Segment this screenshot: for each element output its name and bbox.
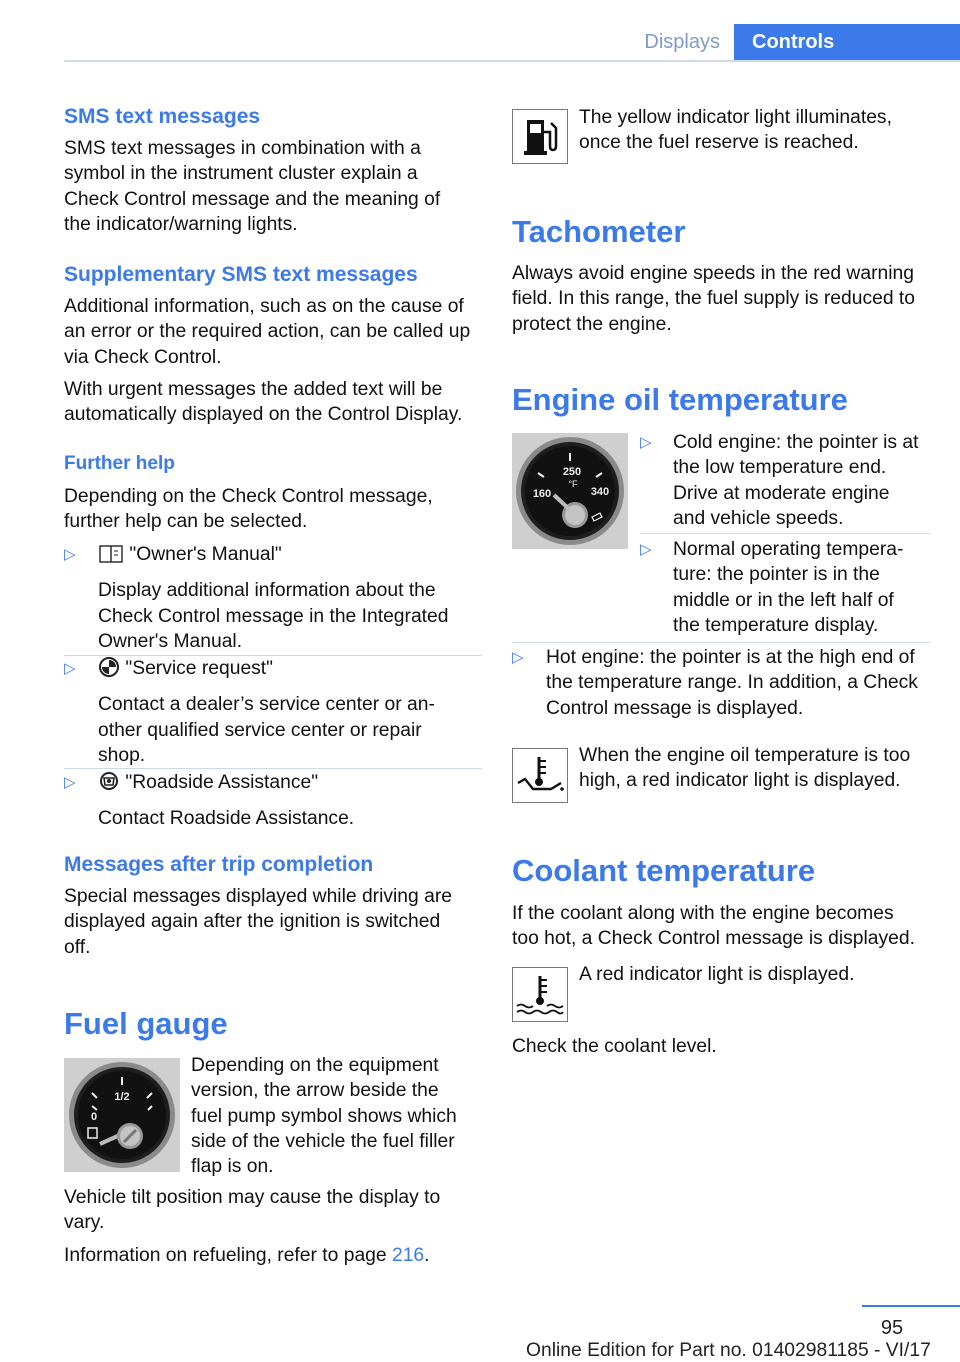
bullet-triangle-icon: ▷ — [512, 649, 524, 666]
list-item-owners-manual: "Owner's Manual" Display additional information about the Check Control message in the Integrated Owner's Manual. — [98, 544, 449, 652]
tilt-paragraph: Vehicle tilt position may cause the display to vary. — [64, 1187, 441, 1234]
bullet-triangle-icon: ▷ — [640, 541, 652, 558]
divider — [512, 642, 930, 643]
page-link[interactable]: 216 — [391, 1245, 425, 1266]
urgent-paragraph: With urgent messages the added text will be automatically displayed on the Control Display. — [64, 379, 463, 426]
fuel-gauge-heading: Fuel gauge — [64, 1006, 228, 1041]
tachometer-paragraph: Always avoid engine speeds in the red warning field. In this range, the fuel supply is reduced to protect the engine. — [512, 263, 916, 335]
bullet-triangle-icon: ▷ — [64, 660, 76, 677]
refuel-paragraph: Information on refueling, refer to page 216. — [64, 1245, 430, 1266]
coolant-heading: Coolant temperature — [512, 853, 816, 888]
tab-displays[interactable]: Displays — [644, 31, 720, 53]
fuel-gauge-empty-mark: 0 — [90, 1111, 98, 1123]
tachometer-heading: Tachometer — [512, 214, 686, 249]
bullet-triangle-icon: ▷ — [64, 774, 76, 791]
edition-footer: Online Edition for Part no. 01402981185 - VI/17 — [526, 1340, 931, 1361]
bmw-logo-icon — [98, 656, 120, 685]
help-heading: Further help — [64, 453, 175, 474]
oil-temperature-gauge-image — [512, 433, 628, 549]
sms-heading: SMS text messages — [64, 105, 261, 128]
fuel-paragraph: Depending on the equipment version, the arrow beside the fuel pump symbol shows which side of the vehicle the fuel filler flap is on. — [191, 1055, 457, 1178]
oil-temperature-warning-icon — [512, 748, 568, 803]
bullet-triangle-icon: ▷ — [64, 546, 76, 563]
oil-gauge-low-mark: 160 — [532, 488, 552, 500]
supp-paragraph: Additional information, such as on the cause of an error or the required action, can be called up via Check Control. — [64, 296, 471, 368]
fuel-gauge-half-mark: 1/2 — [114, 1091, 130, 1103]
list-item-cold-engine: Cold engine: the pointer is at the low temperature end. Drive at moderate engine and vehicle speeds. — [673, 432, 919, 529]
tab-controls[interactable]: Controls — [734, 24, 960, 61]
sms-paragraph: SMS text messages in combination with a symbol in the instrument cluster explain a Check Control message and the meaning of the indicator/warning lights. — [64, 138, 441, 235]
fuel-light-paragraph: The yellow indicator light illuminates, once the fuel reserve is reached. — [579, 107, 892, 154]
list-item-service-request: "Service request" Contact a dealer’s service center or an‐ other qualified service center or repair shop. — [98, 658, 435, 766]
list-item-normal-temp: Normal operating tempera‐ ture: the pointer is in the middle or in the left half of the temperature display. — [673, 539, 904, 636]
help-paragraph: Depending on the Check Control message, further help can be selected. — [64, 486, 433, 533]
oil-gauge-mid-mark: 250 — [562, 466, 582, 478]
oil-temp-heading: Engine oil temperature — [512, 382, 848, 417]
oil-gauge-high-mark: 340 — [590, 486, 610, 498]
divider — [640, 533, 930, 534]
list-item-hot-engine: Hot engine: the pointer is at the high end of the temperature range. In addition, a Check Control message is displayed. — [546, 647, 918, 719]
coolant-check-text: Check the coolant level. — [512, 1036, 717, 1057]
trip-heading: Messages after trip completion — [64, 853, 374, 876]
trip-paragraph: Special messages displayed while driving are displayed again after the ignition is switched off. — [64, 886, 452, 958]
book-icon — [98, 544, 124, 571]
footer-rule — [862, 1305, 960, 1307]
oil-light-paragraph: When the engine oil temperature is too high, a red indicator light is displayed. — [579, 745, 911, 792]
bullet-triangle-icon: ▷ — [640, 434, 652, 451]
divider — [64, 768, 482, 769]
supp-heading: Supplementary SMS text messages — [64, 263, 418, 286]
header-rule — [64, 60, 960, 62]
coolant-light-text: A red indicator light is displayed. — [579, 964, 855, 985]
fuel-pump-icon — [512, 109, 568, 164]
roadside-assistance-icon — [98, 770, 120, 799]
fuel-gauge-image — [64, 1058, 180, 1172]
coolant-temperature-icon — [512, 967, 568, 1022]
page-number: 95 — [880, 1317, 904, 1339]
oil-gauge-unit: °F — [568, 479, 578, 489]
list-item-roadside: "Roadside Assistance" Contact Roadside Assistance. — [98, 772, 355, 830]
coolant-paragraph: If the coolant along with the engine becomes too hot, a Check Control message is displayed. — [512, 903, 915, 950]
